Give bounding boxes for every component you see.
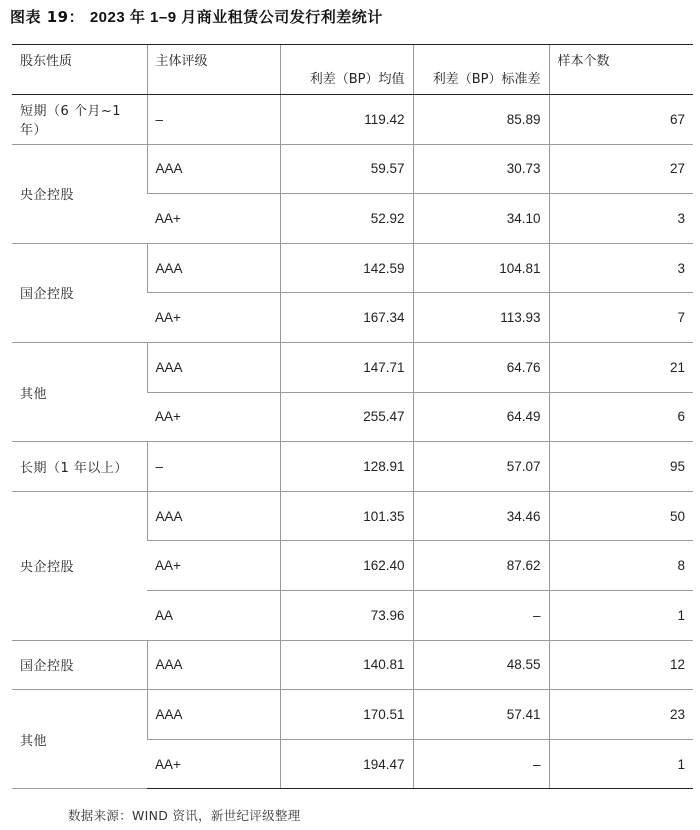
cell-count: 6 — [549, 392, 693, 442]
figure-title-prefix: 图表 19： — [10, 8, 85, 26]
cell-rating: AA+ — [147, 392, 280, 442]
cell-std: 87.62 — [413, 541, 549, 591]
table-row-short-term — [12, 95, 693, 145]
cell-rating: AAA — [147, 144, 280, 194]
header-shareholder-nature: 股东性质 — [12, 45, 147, 95]
cell-mean: 119.42 — [280, 95, 413, 145]
header-spread-mean: 利差（BP）均值 — [280, 45, 413, 95]
row-label-short-term: 短期（6 个月~1 年） — [12, 95, 147, 145]
table-row — [12, 342, 693, 392]
cell-std: 34.46 — [413, 491, 549, 541]
cell-count: 7 — [549, 293, 693, 343]
header-spread-std: 利差（BP）标准差 — [413, 45, 549, 95]
cell-rating: AA — [147, 590, 280, 640]
cell-mean: 147.71 — [280, 342, 413, 392]
cell-rating: AA+ — [147, 293, 280, 343]
row-label-nature: 国企控股 — [12, 640, 147, 690]
cell-count: 27 — [549, 144, 693, 194]
cell-std: – — [413, 739, 549, 789]
cell-count: 95 — [549, 442, 693, 492]
row-label-nature: 其他 — [12, 690, 147, 789]
cell-std: 85.89 — [413, 95, 549, 145]
cell-rating: – — [147, 95, 280, 145]
header-sample-count: 样本个数 — [549, 45, 693, 95]
cell-std: 48.55 — [413, 640, 549, 690]
cell-mean: 170.51 — [280, 690, 413, 740]
cell-count: 23 — [549, 690, 693, 740]
cell-std: 64.49 — [413, 392, 549, 442]
cell-rating: AAA — [147, 243, 280, 293]
cell-count: 12 — [549, 640, 693, 690]
cell-mean: 142.59 — [280, 243, 413, 293]
cell-count: 8 — [549, 541, 693, 591]
cell-rating: AAA — [147, 690, 280, 740]
cell-mean: 128.91 — [280, 442, 413, 492]
cell-std: 34.10 — [413, 194, 549, 244]
table-row — [12, 640, 693, 690]
cell-std: 30.73 — [413, 144, 549, 194]
cell-std: 64.76 — [413, 342, 549, 392]
table-row — [12, 690, 693, 740]
table-row-long-term — [12, 442, 693, 492]
cell-rating: AA+ — [147, 541, 280, 591]
cell-count: 50 — [549, 491, 693, 541]
spread-statistics-table — [12, 44, 693, 789]
cell-count: 1 — [549, 590, 693, 640]
cell-mean: 162.40 — [280, 541, 413, 591]
cell-std: 57.07 — [413, 442, 549, 492]
cell-count: 21 — [549, 342, 693, 392]
cell-std: 104.81 — [413, 243, 549, 293]
cell-mean: 167.34 — [280, 293, 413, 343]
cell-mean: 73.96 — [280, 590, 413, 640]
cell-count: 3 — [549, 194, 693, 244]
table-header-row — [12, 45, 693, 95]
table-row — [12, 243, 693, 293]
row-label-long-term: 长期（1 年以上） — [12, 442, 147, 492]
row-label-nature: 央企控股 — [12, 491, 147, 640]
cell-std: 113.93 — [413, 293, 549, 343]
cell-rating: – — [147, 442, 280, 492]
table-row — [12, 491, 693, 541]
header-issuer-rating: 主体评级 — [147, 45, 280, 95]
table-row — [12, 144, 693, 194]
cell-rating: AAA — [147, 342, 280, 392]
figure-title-text: 2023 年 1–9 月商业租赁公司发行利差统计 — [89, 9, 383, 26]
cell-mean: 255.47 — [280, 392, 413, 442]
cell-mean: 140.81 — [280, 640, 413, 690]
row-label-nature: 其他 — [12, 342, 147, 441]
data-source-note: 数据来源：WIND 资讯，新世纪评级整理 — [68, 808, 301, 823]
cell-mean: 101.35 — [280, 491, 413, 541]
cell-count: 3 — [549, 243, 693, 293]
cell-std: – — [413, 590, 549, 640]
cell-mean: 194.47 — [280, 739, 413, 789]
cell-rating: AA+ — [147, 739, 280, 789]
cell-rating: AAA — [147, 491, 280, 541]
cell-rating: AAA — [147, 640, 280, 690]
cell-rating: AA+ — [147, 194, 280, 244]
cell-count: 1 — [549, 739, 693, 789]
cell-std: 57.41 — [413, 690, 549, 740]
cell-mean: 59.57 — [280, 144, 413, 194]
row-label-nature: 央企控股 — [12, 144, 147, 243]
cell-mean: 52.92 — [280, 194, 413, 244]
cell-count: 67 — [549, 95, 693, 145]
figure-title — [10, 6, 383, 27]
row-label-nature: 国企控股 — [12, 243, 147, 342]
